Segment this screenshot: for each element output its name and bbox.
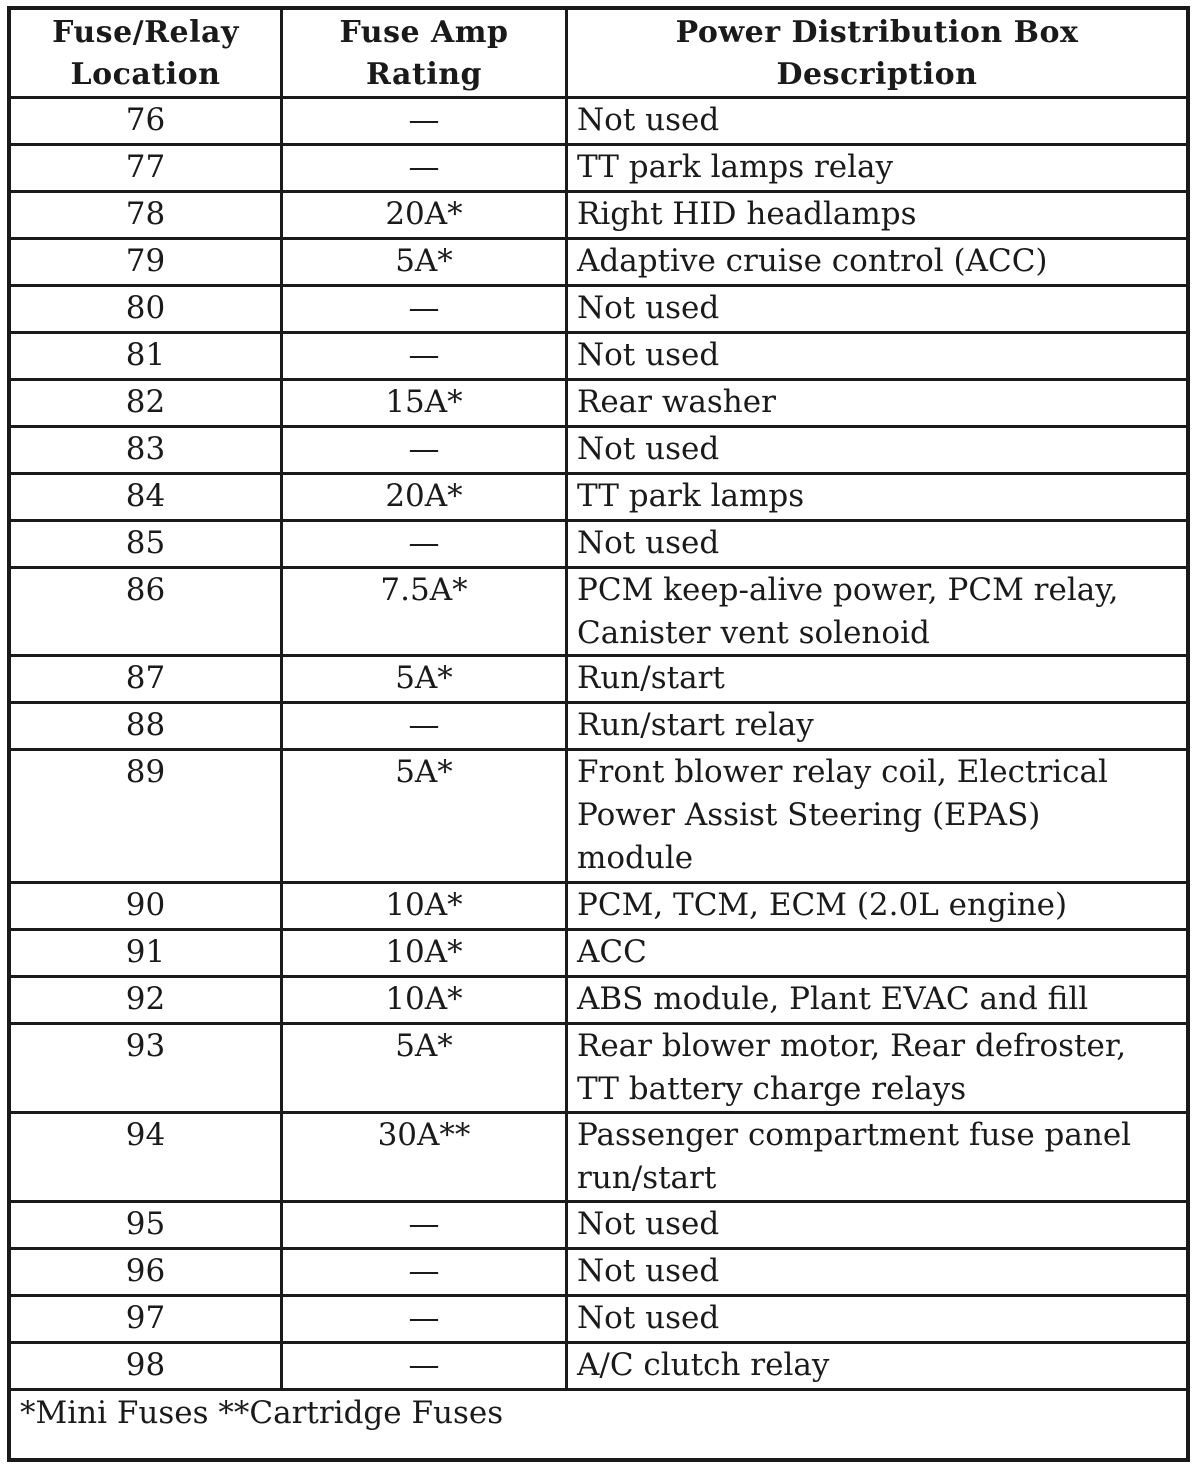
cell-description: [568, 704, 1186, 751]
cell-amp-rating: —: [283, 1297, 568, 1344]
cell-amp-rating: 5A*: [283, 751, 568, 884]
description-line: Rear blower motor, Rear defroster,: [577, 1028, 1127, 1064]
cell-amp-rating: 10A*: [283, 978, 568, 1025]
description-line: Canister vent solenoid: [577, 615, 930, 651]
cell-amp-rating: —: [283, 99, 568, 146]
cell-location: 87: [11, 657, 283, 704]
cell-amp-rating: —: [283, 1344, 568, 1391]
cell-location: 88: [11, 704, 283, 751]
cell-location: 80: [11, 287, 283, 334]
cell-amp-rating: —: [283, 428, 568, 475]
description-line: Rear washer: [577, 384, 776, 420]
description-line: TT park lamps relay: [577, 149, 894, 185]
cell-description: [568, 475, 1186, 522]
cell-amp-rating: 20A*: [283, 475, 568, 522]
cell-description: [568, 931, 1186, 978]
description-line: Passenger compartment fuse panel: [577, 1117, 1132, 1153]
cell-description: [568, 146, 1186, 193]
cell-description: [568, 657, 1186, 704]
cell-amp-rating: 10A*: [283, 884, 568, 931]
cell-amp-rating: 30A**: [283, 1114, 568, 1203]
cell-description: [568, 334, 1186, 381]
cell-amp-rating: —: [283, 522, 568, 569]
fuse-table: [7, 6, 1190, 1462]
description-line: module: [577, 840, 694, 876]
header-line: Power Distribution Box: [675, 15, 1079, 50]
description-line: Run/start: [577, 660, 725, 696]
cell-description: [568, 1203, 1186, 1250]
cell-description: [568, 1114, 1186, 1203]
cell-description: [568, 1344, 1186, 1391]
cell-location: 94: [11, 1114, 283, 1203]
description-line: ABS module, Plant EVAC and fill: [577, 981, 1089, 1017]
cell-amp-rating: —: [283, 334, 568, 381]
cell-amp-rating: 5A*: [283, 657, 568, 704]
cell-amp-rating: —: [283, 1250, 568, 1297]
header-line: Rating: [365, 57, 483, 92]
cell-description: [568, 193, 1186, 240]
header-line: Location: [70, 57, 221, 92]
description-line: Adaptive cruise control (ACC): [577, 243, 1048, 279]
cell-description: [568, 522, 1186, 569]
description-line: Not used: [577, 525, 720, 561]
description-line: PCM keep-alive power, PCM relay,: [577, 572, 1119, 608]
description-line: Not used: [577, 102, 720, 138]
cell-amp-rating: 15A*: [283, 381, 568, 428]
fuse-table-grid: [11, 10, 1186, 1458]
header-line: Fuse Amp: [339, 15, 509, 50]
cell-location: 76: [11, 99, 283, 146]
header-line: Description: [776, 57, 978, 92]
description-line: Not used: [577, 337, 720, 373]
cell-description: [568, 428, 1186, 475]
footnote: *Mini Fuses **Cartridge Fuses: [20, 1395, 504, 1431]
cell-amp-rating: —: [283, 1203, 568, 1250]
cell-amp-rating: 7.5A*: [283, 569, 568, 657]
cell-location: 96: [11, 1250, 283, 1297]
cell-description: [568, 1025, 1186, 1114]
description-line: run/start: [577, 1160, 717, 1196]
description-line: Not used: [577, 431, 720, 467]
description-line: Not used: [577, 290, 720, 326]
description-line: TT park lamps: [577, 478, 805, 514]
cell-description: [568, 240, 1186, 287]
cell-location: 90: [11, 884, 283, 931]
header-description: [568, 10, 1186, 99]
cell-description: [568, 1250, 1186, 1297]
cell-description: [568, 569, 1186, 657]
cell-amp-rating: —: [283, 704, 568, 751]
cell-amp-rating: 5A*: [283, 240, 568, 287]
cell-location: 93: [11, 1025, 283, 1114]
cell-description: [568, 287, 1186, 334]
cell-location: 89: [11, 751, 283, 884]
cell-description: [568, 381, 1186, 428]
cell-location: 97: [11, 1297, 283, 1344]
cell-amp-rating: 10A*: [283, 931, 568, 978]
description-line: Run/start relay: [577, 707, 814, 743]
description-line: Not used: [577, 1206, 720, 1242]
cell-location: 86: [11, 569, 283, 657]
header-fuse-relay-location: [11, 10, 283, 99]
description-line: TT battery charge relays: [577, 1071, 967, 1107]
cell-location: 77: [11, 146, 283, 193]
cell-description: [568, 978, 1186, 1025]
description-line: Power Assist Steering (EPAS): [577, 797, 1041, 833]
cell-location: 98: [11, 1344, 283, 1391]
description-line: Right HID headlamps: [577, 196, 917, 232]
header-line: Fuse/Relay: [52, 15, 239, 50]
cell-location: 81: [11, 334, 283, 381]
cell-location: 92: [11, 978, 283, 1025]
header-fuse-amp-rating: [283, 10, 568, 99]
description-line: Not used: [577, 1300, 720, 1336]
cell-description: [568, 99, 1186, 146]
description-line: PCM, TCM, ECM (2.0L engine): [577, 887, 1068, 923]
cell-location: 83: [11, 428, 283, 475]
cell-location: 82: [11, 381, 283, 428]
description-line: Front blower relay coil, Electrical: [577, 754, 1108, 790]
description-line: ACC: [577, 934, 647, 970]
description-line: Not used: [577, 1253, 720, 1289]
cell-amp-rating: 5A*: [283, 1025, 568, 1114]
cell-location: 95: [11, 1203, 283, 1250]
cell-location: 84: [11, 475, 283, 522]
cell-amp-rating: —: [283, 287, 568, 334]
cell-description: [568, 884, 1186, 931]
cell-location: 91: [11, 931, 283, 978]
cell-description: [568, 751, 1186, 884]
cell-amp-rating: 20A*: [283, 193, 568, 240]
cell-amp-rating: —: [283, 146, 568, 193]
cell-description: [568, 1297, 1186, 1344]
cell-location: 85: [11, 522, 283, 569]
description-line: A/C clutch relay: [577, 1347, 830, 1383]
cell-location: 78: [11, 193, 283, 240]
cell-location: 79: [11, 240, 283, 287]
